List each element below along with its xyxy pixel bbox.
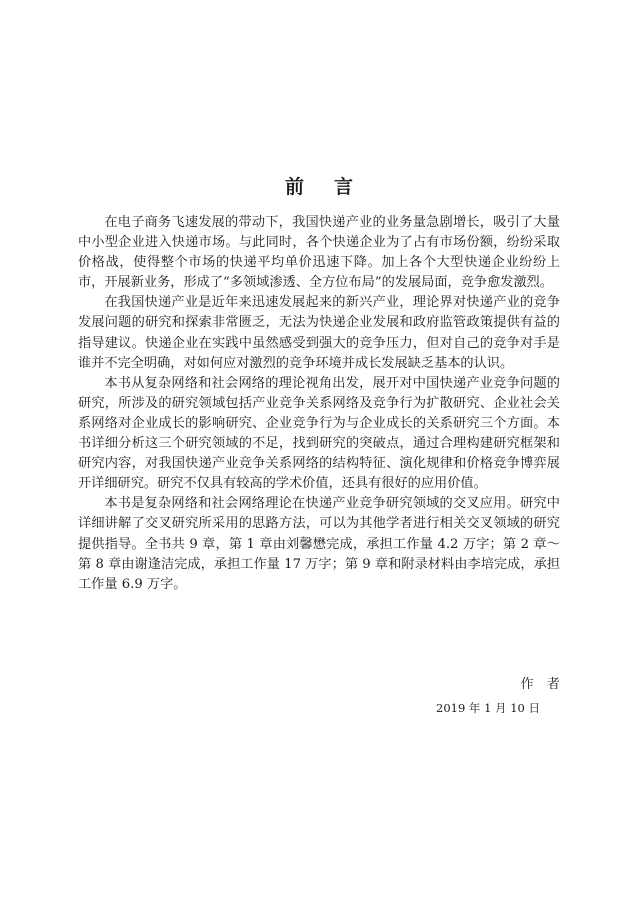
preface-body [78,213,560,595]
page-title-char-1: 前 [284,176,304,198]
paragraph-1: 在电子商务飞速发展的带动下，我国快递产业的业务量急剧增长，吸引了大量中小型企业进入快递市场。与此同时，各个快递企业为了占有市场份额，纷纷采取价格战，使得整个市场的快递平均单价迅速下降。加上各个大型快递企业纷纷上市，开展新业务，形成了“多领域渗透、全方位布局”的发展局面，竞争愈发激烈。 [78,215,560,291]
paragraph-2: 在我国快递产业是近年来迅速发展起来的新兴产业，理论界对快递产业的竞争发展问题的研究和探索非常匮乏，无法为快递企业发展和政府监管政策提供有益的指导建议。快递企业在实践中虽然感受到强大的竞争压力，但对自己的竞争对手是谁并不完全明确，对如何应对激烈的竞争环境并成长发展缺乏基本的认识。 [78,295,560,371]
page-title-char-2: 言 [334,176,354,198]
preface-date: 2019 年 1 月 10 日 [436,701,540,715]
page-title [0,172,638,199]
paragraph-4: 本书是复杂网络和社会网络理论在快递产业竞争研究领域的交叉应用。研究中详细讲解了交叉研究所采用的思路方法，可以为其他学者进行相关交叉领域的研究提供指导。全书共 9 章，第 1 章由刘馨懋完成，承担工作量 4.2 万字；第 2 章～第 8 章由谢逢洁完成，承担工作量 17 万字；第 9 章和附录材料由李培完成，承担工作量 6.9 万字。 [78,496,560,592]
author-signature: 作 者 [520,677,560,692]
paragraph-3: 本书从复杂网络和社会网络的理论视角出发，展开对中国快递产业竞争问题的研究，所涉及的研究领域包括产业竞争关系网络及竞争行为扩散研究、企业社会关系网络对企业成长的影响研究、企业竞争行为与企业成长的关系研究三个方面。本书详细分析这三个研究领域的不足，找到研究的突破点，通过合理构建研究框架和研究内容，对我国快递产业竞争关系网络的结构特征、演化规律和价格竞争博弈展开详细研究。研究不仅具有较高的学术价值，还具有很好的应用价值。 [78,375,560,492]
